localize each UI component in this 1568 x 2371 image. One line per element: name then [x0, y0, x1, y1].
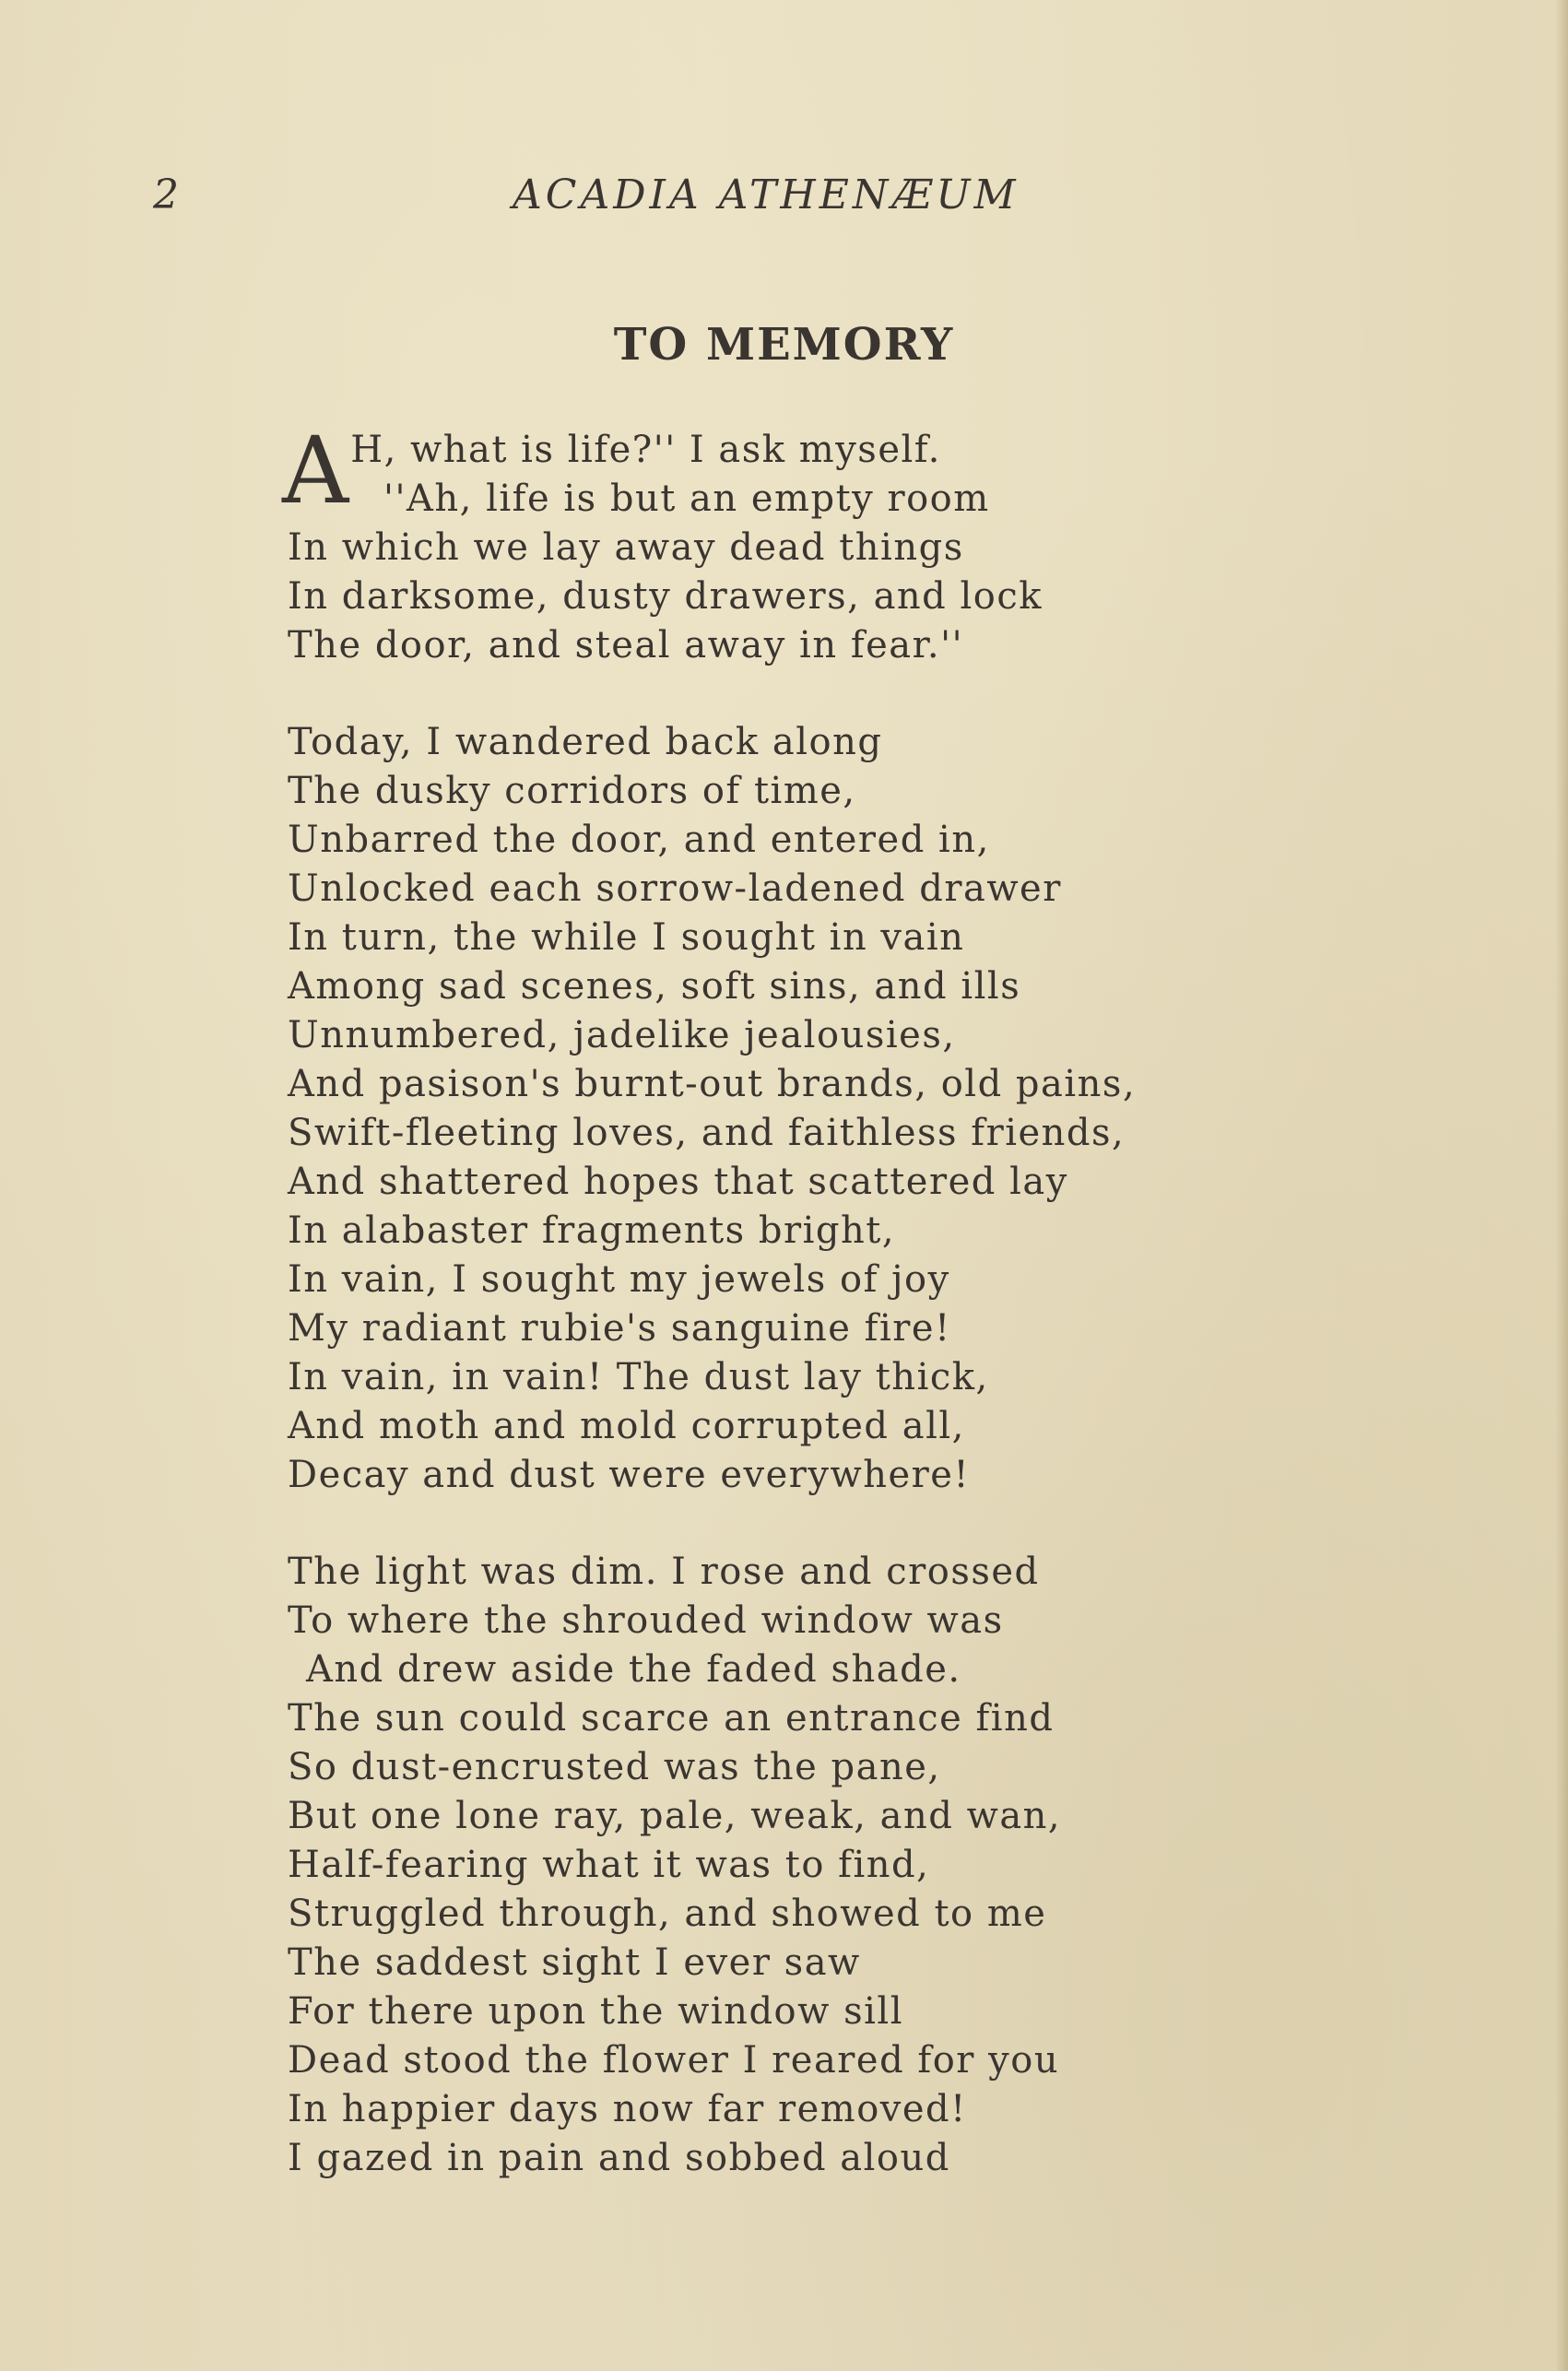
poem-line: In happier days now far removed! — [288, 2088, 967, 2130]
poem-line: The door, and steal away in fear.'' — [288, 624, 964, 666]
poem-line: And moth and mold corrupted all, — [288, 1405, 965, 1447]
poem-line: In darksome, dusty drawers, and lock — [288, 575, 1043, 618]
poem-line: I gazed in pain and sobbed aloud — [288, 2137, 950, 2179]
poem-line: In alabaster fragments bright, — [288, 1209, 896, 1252]
poem-line: My radiant rubie's sanguine fire! — [288, 1307, 951, 1350]
poem-line: And drew aside the faded shade. — [306, 1648, 961, 1691]
poem-line: In vain, I sought my jewels of joy — [288, 1258, 950, 1301]
poem-title: TO MEMORY — [613, 319, 955, 371]
poem-line: The light was dim. I rose and crossed — [288, 1551, 1040, 1593]
poem-line: Struggled through, and showed to me — [288, 1893, 1047, 1935]
poem-line: Dead stood the flower I reared for you — [288, 2039, 1060, 2082]
poem-line: Today, I wandered back along — [288, 721, 883, 763]
stanza-1 — [282, 417, 1302, 670]
stanza-2 — [288, 718, 1302, 1500]
poem-line: The saddest sight I ever saw — [288, 1941, 861, 1984]
drop-cap: A — [282, 417, 349, 525]
poem-line: For there upon the window sill — [288, 1990, 903, 2033]
poem-line: So dust-encrusted was the pane, — [288, 1746, 941, 1788]
page-number: 2 — [153, 171, 179, 218]
poem-line: And pasison's burnt-out brands, old pains, — [288, 1063, 1137, 1105]
poem-line: Among sad scenes, soft sins, and ills — [288, 965, 1021, 1008]
poem-line: H, what is life?'' I ask myself. — [350, 429, 941, 471]
poem-line: To where the shrouded window was — [288, 1599, 1004, 1642]
poem-line: Half-fearing what it was to find, — [288, 1844, 930, 1886]
stanza-3 — [288, 1548, 1302, 2183]
poem-line: But one lone ray, pale, weak, and wan, — [288, 1795, 1062, 1837]
poem-line: Unlocked each sorrow-ladened drawer — [288, 867, 1062, 910]
poem-line: The dusky corridors of time, — [288, 770, 856, 812]
poem-body — [282, 417, 1302, 2231]
poem-line: Unbarred the door, and entered in, — [288, 819, 990, 861]
poem-line: Swift-fleeting loves, and faithless friends, — [288, 1112, 1126, 1154]
poem-line: In vain, in vain! The dust lay thick, — [288, 1356, 989, 1398]
poem-line: And shattered hopes that scattered lay — [288, 1161, 1068, 1203]
poem-line: The sun could scarce an entrance find — [288, 1697, 1055, 1740]
poem-line: In which we lay away dead things — [288, 526, 964, 569]
running-head: ACADIA ATHENÆUM — [513, 171, 1020, 218]
poem-line: In turn, the while I sought in vain — [288, 916, 965, 959]
poem-line: Decay and dust were everywhere! — [288, 1454, 971, 1496]
poem-line: ''Ah, life is but an empty room — [383, 478, 990, 520]
poem-line: Unnumbered, jadelike jealousies, — [288, 1014, 956, 1056]
